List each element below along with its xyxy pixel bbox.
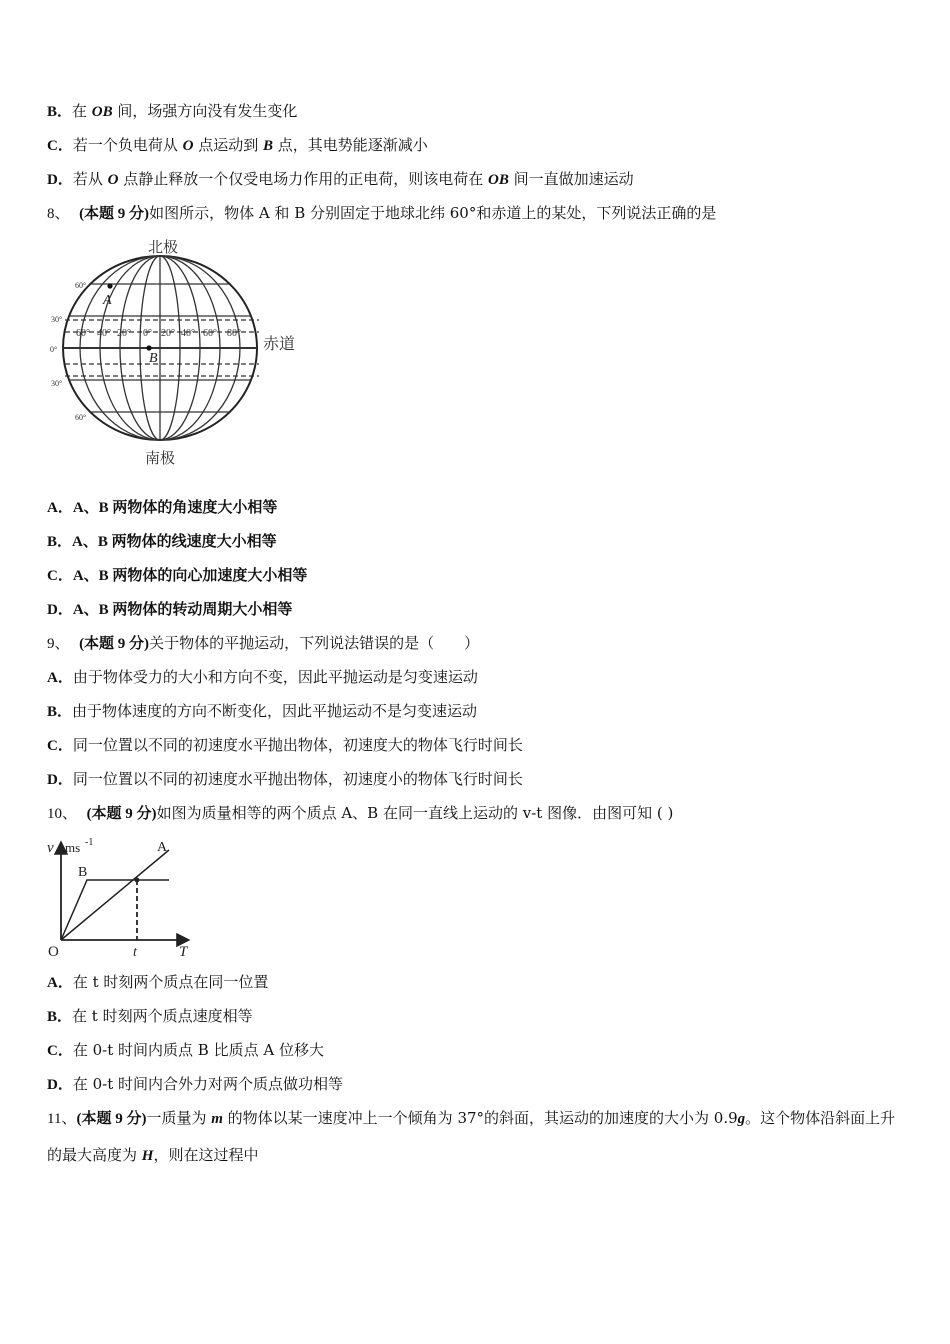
var: OB <box>488 172 509 188</box>
option-letter: A． <box>47 975 73 991</box>
option-text: 由于物体速度的方向不断变化，因此平抛运动不是匀变速运动 <box>72 702 478 720</box>
text: 若一个负电荷从 <box>72 136 183 154</box>
question-score: (本题 9 分) <box>79 636 150 652</box>
text: 一质量为 <box>146 1109 212 1127</box>
option-letter: A． <box>47 500 73 516</box>
question-number: 10、 <box>47 806 78 822</box>
q8-option-b <box>47 531 277 552</box>
text: 若从 <box>72 170 108 188</box>
q9-option-b <box>47 701 477 722</box>
lon-label: 20° <box>117 328 131 339</box>
point-a-label: A <box>103 293 112 308</box>
lon-label: 20° <box>161 328 175 339</box>
point-b <box>146 345 151 350</box>
lat-label: 30° <box>51 315 63 324</box>
lon-label: 40° <box>97 328 111 339</box>
q9-option-a <box>47 667 478 688</box>
question-score: (本题 9 分) <box>76 1111 147 1127</box>
option-letter: B． <box>47 1009 73 1025</box>
point-a <box>107 283 112 288</box>
q9-stem <box>47 633 479 654</box>
var-m: m <box>211 1111 223 1127</box>
text: 点运动到 <box>193 136 264 154</box>
option-text: 同一位置以不同的初速度水平抛出物体，初速度大的物体飞行时间长 <box>72 736 523 754</box>
option-letter: D． <box>47 172 73 188</box>
text: 间一直做加速运动 <box>508 170 634 188</box>
lat-label: 60° <box>75 413 87 422</box>
var: B <box>263 138 274 154</box>
lat-label: 0° <box>50 345 58 354</box>
axis-unit-label: ms <box>65 840 81 855</box>
lat-label: 30° <box>51 379 63 388</box>
q8-option-d <box>47 599 292 620</box>
origin-label: O <box>48 944 59 960</box>
option-letter: C． <box>47 738 73 754</box>
q8-stem <box>47 203 716 224</box>
q10-option-d <box>47 1074 343 1095</box>
line-a <box>61 850 169 940</box>
option-letter: C． <box>47 568 73 584</box>
option-text: 在 t 时刻两个质点在同一位置 <box>72 973 269 991</box>
text: 点静止释放一个仅受电场力作用的正电荷，则该电荷在 <box>118 170 489 188</box>
point-b-label: B <box>149 351 158 366</box>
line-a-label: A <box>157 840 168 855</box>
var: O <box>107 172 119 188</box>
option-letter: A． <box>47 670 73 686</box>
option-letter: C． <box>47 138 73 154</box>
var-g: g <box>737 1111 746 1127</box>
question-text: 关于物体的平抛运动，下列说法错误的是（ ） <box>149 634 480 652</box>
q9-option-c <box>47 735 523 756</box>
q7-option-b <box>47 101 297 122</box>
question-text: 如图所示，物体 A 和 B 分别固定于地球北纬 60°和赤道上的某处，下列说法正确的是 <box>149 204 717 222</box>
option-text: A、B 两物体的角速度大小相等 <box>72 500 278 516</box>
var-h: H <box>141 1148 154 1164</box>
question-number: 9、 <box>47 636 70 652</box>
option-text: 在 0-t 时间内质点 B 比质点 A 位移大 <box>72 1041 324 1059</box>
text: ，则在这过程中 <box>153 1146 259 1164</box>
text: 。这个物体沿斜面上升的最大高度为 <box>47 1109 896 1164</box>
equator-label: 赤道 <box>263 336 296 353</box>
q7-option-c <box>47 135 428 156</box>
axis-t-label: T <box>179 944 188 960</box>
globe-figure <box>45 236 305 468</box>
axis-unit-exp: -1 <box>85 837 94 848</box>
lon-label: 80° <box>227 328 241 339</box>
intersection-point <box>135 878 140 883</box>
text: 在 <box>72 102 92 120</box>
option-letter: B． <box>47 704 73 720</box>
text: 的物体以某一速度冲上一个倾角为 37°的斜面，其运动的加速度的大小为 0.9 <box>222 1109 738 1127</box>
option-text: 在 0-t 时间内合外力对两个质点做功相等 <box>72 1075 344 1093</box>
lon-label: 0° <box>143 328 152 339</box>
option-text: A、B 两物体的转动周期大小相等 <box>72 602 293 618</box>
option-text: A、B 两物体的线速度大小相等 <box>72 534 277 550</box>
q8-option-a <box>47 497 277 518</box>
line-b-label: B <box>78 865 88 880</box>
axis-v-label: v <box>47 840 54 856</box>
q11-stem <box>47 1100 907 1174</box>
q10-option-c <box>47 1040 324 1061</box>
option-text: 由于物体受力的大小和方向不变，因此平抛运动是匀变速运动 <box>72 668 478 686</box>
question-text: 如图为质量相等的两个质点 A、B 在同一直线上运动的 v-t 图像．由图可知 ( ) <box>156 804 674 822</box>
q8-option-c <box>47 565 307 586</box>
option-letter: B． <box>47 104 73 120</box>
question-number: 11、 <box>47 1111 77 1127</box>
q10-option-a <box>47 972 268 993</box>
south-pole-label: 南极 <box>145 451 176 467</box>
q10-stem <box>47 803 673 824</box>
q7-option-d <box>47 169 634 190</box>
q10-option-b <box>47 1006 253 1027</box>
option-text: A、B 两物体的向心加速度大小相等 <box>72 568 308 584</box>
lat-label: 60° <box>75 281 87 290</box>
question-score: (本题 9 分) <box>79 206 150 222</box>
vt-graph <box>45 836 205 962</box>
line-b <box>61 880 169 940</box>
lon-label: 40° <box>181 328 195 339</box>
var: OB <box>91 104 113 120</box>
option-letter: B． <box>47 534 73 550</box>
lon-label: 60° <box>76 328 90 339</box>
question-number: 8、 <box>47 206 70 222</box>
option-letter: D． <box>47 1077 73 1093</box>
t-mark-label: t <box>133 945 137 960</box>
q9-option-d <box>47 769 523 790</box>
north-pole-label: 北极 <box>148 240 179 256</box>
var: O <box>182 138 194 154</box>
option-letter: C． <box>47 1043 73 1059</box>
lon-label: 60° <box>203 328 217 339</box>
option-text: 同一位置以不同的初速度水平抛出物体，初速度小的物体飞行时间长 <box>72 770 523 788</box>
option-text: 在 t 时刻两个质点速度相等 <box>72 1007 253 1025</box>
option-letter: D． <box>47 602 73 618</box>
text: 间，场强方向没有发生变化 <box>112 102 298 120</box>
text: 点，其电势能逐渐减小 <box>273 136 428 154</box>
option-letter: D． <box>47 772 73 788</box>
question-score: (本题 9 分) <box>86 806 157 822</box>
